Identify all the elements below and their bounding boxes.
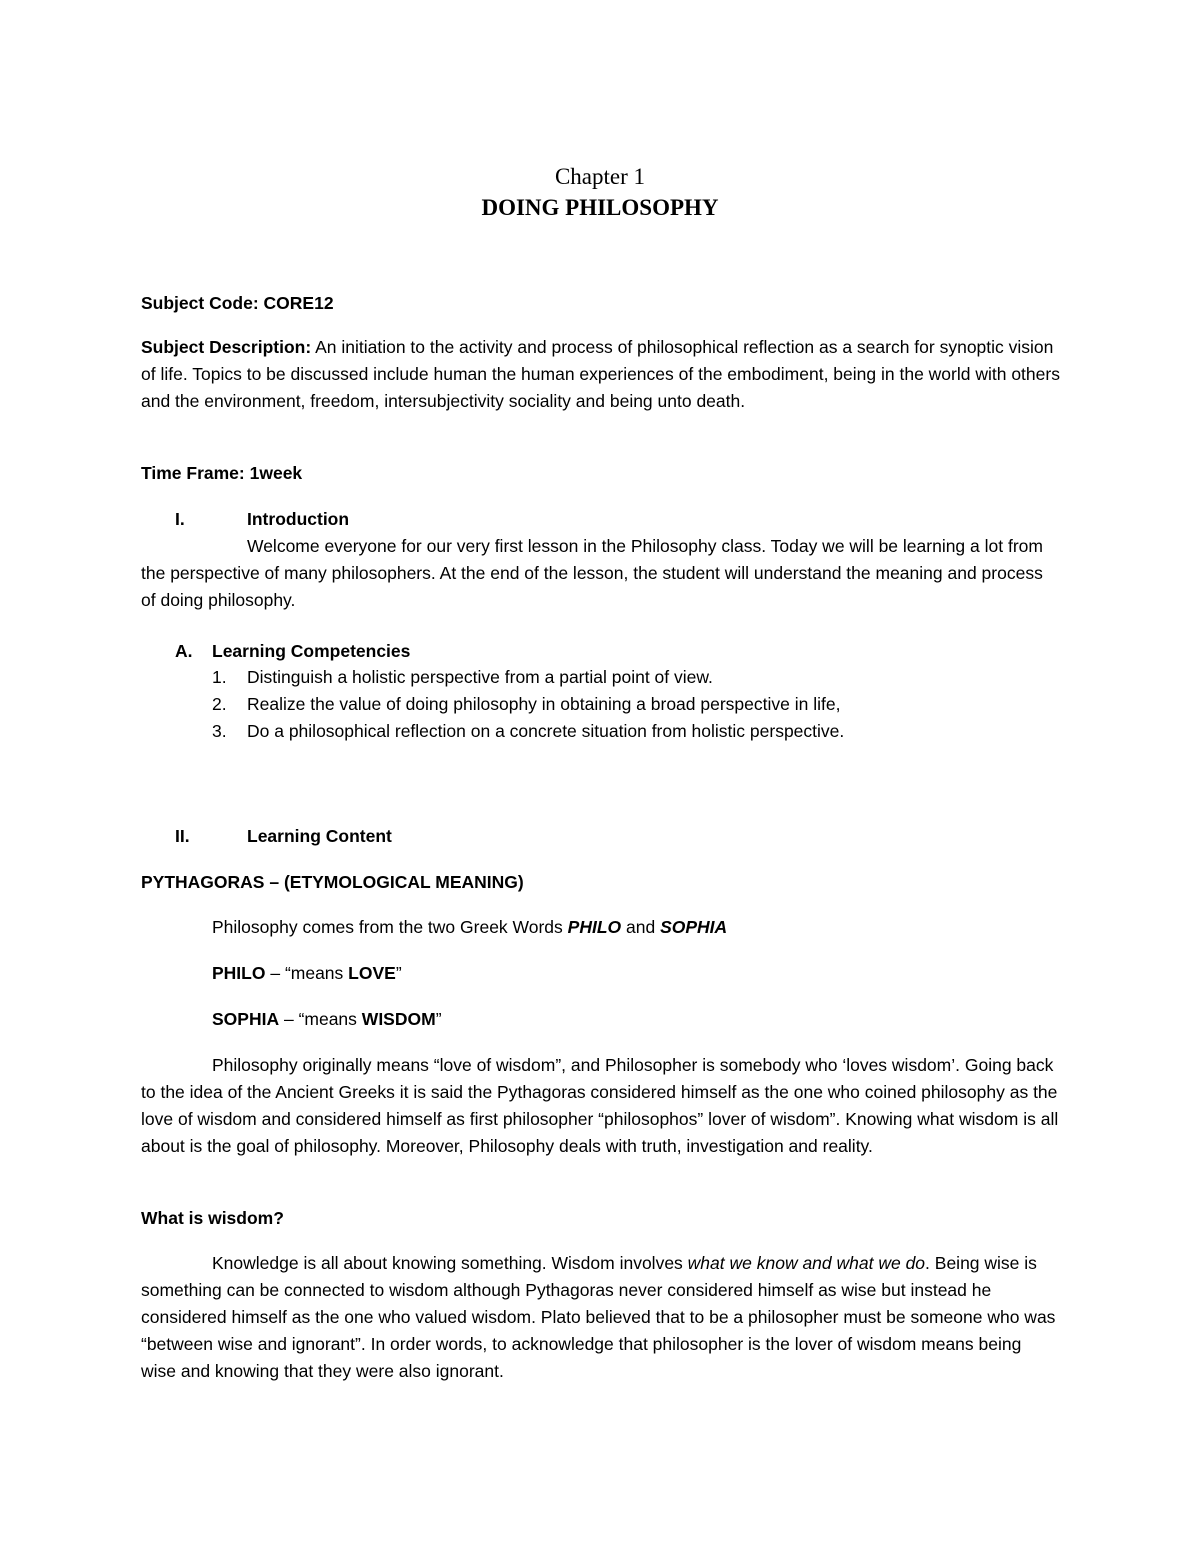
wisdom-heading: What is wisdom? xyxy=(141,1208,284,1228)
subject-description-text: An initiation to the activity and process of philosophical reflection as a search for synoptic vision of life. Topics to be discussed include human the human experiences of the embodiment, being in the world with others and the environment, freedom, intersubjectivity sociality and being unto death. xyxy=(141,337,1060,411)
list-item xyxy=(141,691,1061,718)
competencies-letter: A. xyxy=(175,641,193,661)
subject-description xyxy=(141,334,1061,415)
section-heading: Learning Content xyxy=(247,826,392,846)
sophia-mid: – “means xyxy=(279,1009,362,1029)
philo-term: PHILO xyxy=(212,963,266,983)
wisdom-text-b: . Being wise is something can be connected to wisdom although Pythagoras never considered himself as wise but instead he considered himself as the one who valued wisdom. Plato believed that to be a philosopher must be someone who was “between wise and ignorant”. In order words, to acknowledge that philosopher is the lover of wisdom means being wise and knowing that they were also ignorant. xyxy=(141,1253,1056,1381)
sophia-word: SOPHIA xyxy=(660,917,728,937)
list-item xyxy=(141,664,1061,691)
sophia-end: ” xyxy=(435,1009,442,1029)
list-item-text: Do a philosophical reflection on a concrete situation from holistic perspective. xyxy=(247,721,845,741)
pythagoras-heading: PYTHAGORAS – (ETYMOLOGICAL MEANING) xyxy=(141,872,524,892)
chapter-title: DOING PHILOSOPHY xyxy=(481,195,719,220)
wisdom-emphasis: what we know and what we do xyxy=(687,1253,926,1273)
time-frame-label: Time Frame: xyxy=(141,463,245,483)
list-item-text: Realize the value of doing philosophy in obtaining a broad perspective in life, xyxy=(247,694,841,714)
time-frame-value: 1week xyxy=(249,463,303,483)
and-text: and xyxy=(621,917,661,937)
greek-words-line xyxy=(212,914,1062,941)
time-frame xyxy=(141,460,1061,487)
list-item xyxy=(141,718,1061,745)
sophia-term: SOPHIA xyxy=(212,1009,280,1029)
section-numeral: I. xyxy=(175,509,185,529)
wisdom-paragraph xyxy=(141,1250,1061,1385)
section-numeral: II. xyxy=(175,826,190,846)
introduction-paragraph: Welcome everyone for our very first lesson in the Philosophy class. Today we will be learning a lot from the perspective of many philosophers. At the end of the lesson, the student will understand the meaning and process of doing philosophy. xyxy=(141,536,1043,610)
greek-words-text: Philosophy comes from the two Greek Words xyxy=(212,917,568,937)
philo-definition xyxy=(212,960,1062,987)
subject-code xyxy=(141,290,1061,317)
sophia-value: WISDOM xyxy=(361,1009,436,1029)
section-heading: Introduction xyxy=(247,509,350,529)
competencies-title: Learning Competencies xyxy=(212,641,411,661)
subject-code-label: Subject Code: xyxy=(141,293,259,313)
list-item-number: 3. xyxy=(212,721,227,741)
list-item-number: 2. xyxy=(212,694,227,714)
philo-mid: – “means xyxy=(265,963,349,983)
chapter-label: Chapter 1 xyxy=(554,164,646,189)
list-item-text: Distinguish a holistic perspective from a partial point of view. xyxy=(247,667,713,687)
philo-value: LOVE xyxy=(348,963,396,983)
wisdom-text-a: Knowledge is all about knowing something. Wisdom involves xyxy=(212,1253,688,1273)
subject-code-value: CORE12 xyxy=(263,293,334,313)
philosophy-paragraph: Philosophy originally means “love of wisdom”, and Philosopher is somebody who ‘loves wisdom’. Going back to the idea of the Ancient Greeks it is said the Pythagoras considered himself as the one who coined philosophy as the love of wisdom and considered himself as first philosopher “philosophos” lover of wisdom”. Knowing what wisdom is all about is the goal of philosophy. Moreover, Philosophy deals with truth, investigation and reality. xyxy=(141,1055,1059,1156)
philo-end: ” xyxy=(395,963,402,983)
sophia-definition xyxy=(212,1006,1062,1033)
competencies-list xyxy=(141,664,1061,745)
list-item-number: 1. xyxy=(212,667,227,687)
subject-description-label: Subject Description: xyxy=(141,337,312,357)
philo-word: PHILO xyxy=(567,917,622,937)
